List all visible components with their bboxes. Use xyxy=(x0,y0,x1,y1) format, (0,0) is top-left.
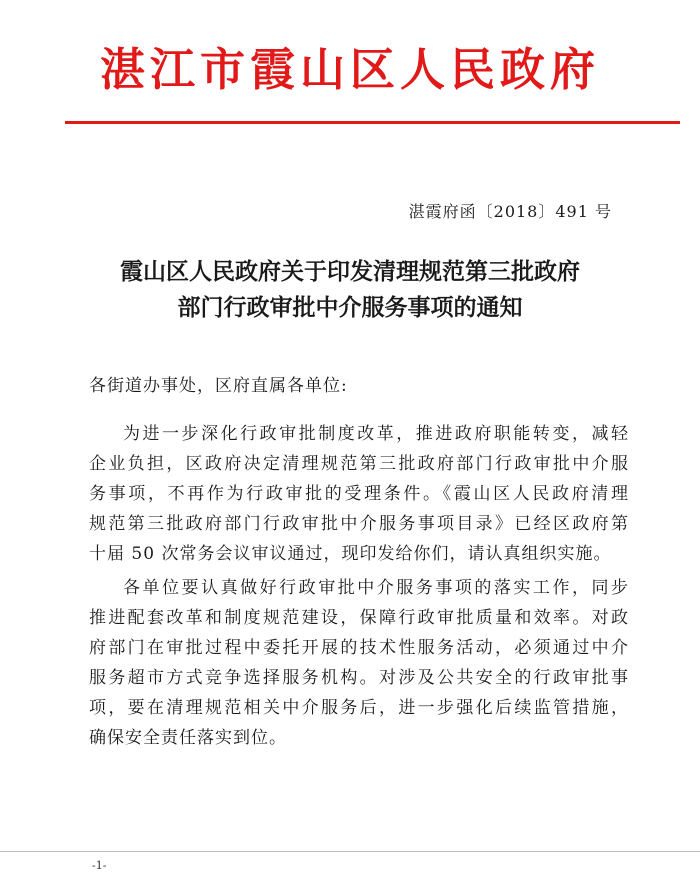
paragraph-line: 项，要在清理规范相关中介服务后，进一步强化后续监管措施， xyxy=(89,698,629,718)
issuing-authority-header: 湛江市霞山区人民政府 xyxy=(99,43,600,96)
document-title xyxy=(0,254,700,326)
paragraph-line: 十届 50 次常务会议审议通过，现印发给你们，请认真组织实施。 xyxy=(89,544,612,564)
document-title-line: 霞山区人民政府关于印发清理规范第三批政府 xyxy=(120,258,580,285)
page-number: -1- xyxy=(92,859,107,872)
salutation: 各街道办事处，区府直属各单位: xyxy=(89,376,348,396)
body-text xyxy=(89,419,629,753)
footer-divider xyxy=(0,851,700,852)
paragraph-line: 各单位要认真做好行政审批中介服务事项的落实工作，同步 xyxy=(123,578,629,598)
paragraph-line: 推进配套改革和制度规范建设，保障行政审批质量和效率。对政 xyxy=(89,608,629,628)
paragraph-line: 规范第三批政府部门行政审批中介服务事项目录》已经区政府第 xyxy=(89,514,629,534)
paragraph-line: 为进一步深化行政审批制度改革，推进政府职能转变，减轻 xyxy=(123,424,629,444)
paragraph-line: 服务超市方式竞争选择服务机构。对涉及公共安全的行政审批事 xyxy=(89,668,629,688)
paragraph-line: 企业负担，区政府决定清理规范第三批政府部门行政审批中介服 xyxy=(89,454,629,474)
document-title-line: 部门行政审批中介服务事项的通知 xyxy=(177,294,523,321)
paragraph xyxy=(89,573,629,753)
header-red-rule xyxy=(65,121,680,124)
document-number: 湛霞府函〔2018〕491 号 xyxy=(408,202,612,221)
paragraph-line: 府部门在审批过程中委托开展的技术性服务活动，必须通过中介 xyxy=(89,638,629,658)
paragraph xyxy=(89,419,629,569)
paragraph-line: 务事项，不再作为行政审批的受理条件。《霞山区人民政府清理 xyxy=(89,484,629,504)
paragraph-line: 确保安全责任落实到位。 xyxy=(89,728,287,748)
